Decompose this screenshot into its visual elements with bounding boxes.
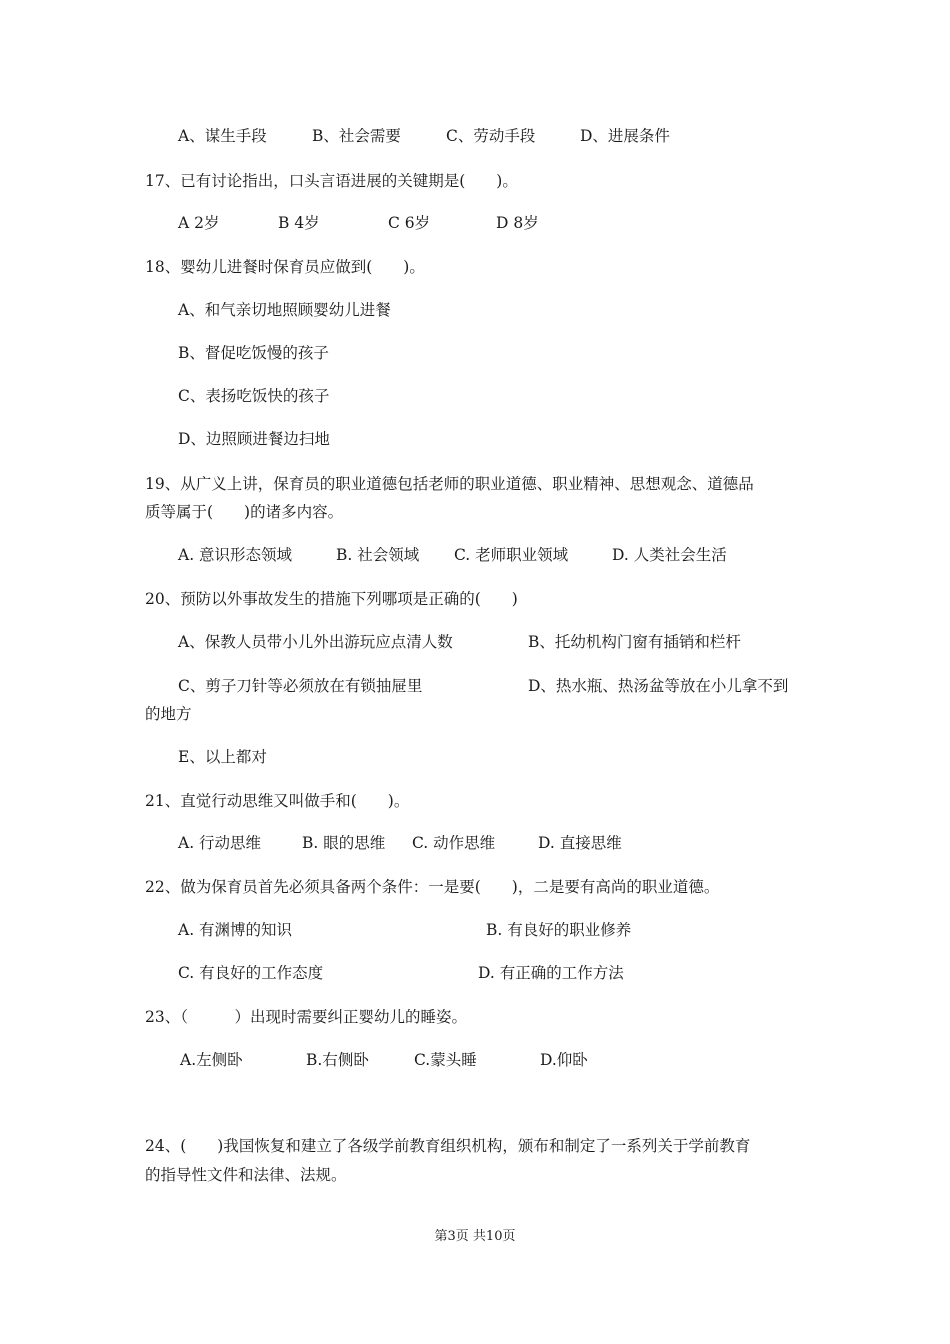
option-text: C. 动作思维 — [412, 834, 496, 852]
option-text: A、保教人员带小儿外出游玩应点清人数 — [178, 633, 453, 651]
question-continuation: 的指导性文件和法律、法规。 — [145, 1166, 347, 1184]
question-text: 18、婴幼儿进餐时保育员应做到( )。 — [145, 258, 425, 276]
page-footer: 第3页 共10页 — [434, 1229, 516, 1244]
option-text: B. 有良好的职业修养 — [486, 921, 632, 939]
question-continuation: 的地方 — [145, 705, 192, 723]
option-text: D. 直接思维 — [538, 834, 622, 852]
option-text: D、热水瓶、热汤盆等放在小儿拿不到 — [528, 677, 789, 695]
option-text: D. 有正确的工作方法 — [478, 964, 624, 982]
option-text: C 6岁 — [388, 214, 431, 232]
option-text: A.左侧卧 — [180, 1051, 243, 1069]
question-continuation: 质等属于( )的诸多内容。 — [145, 503, 344, 521]
option-text: A、谋生手段 — [178, 127, 267, 145]
option-text: C、表扬吃饭快的孩子 — [178, 387, 330, 405]
option-text: A. 有渊博的知识 — [178, 921, 293, 939]
option-text: B.右侧卧 — [306, 1051, 369, 1069]
option-text: B、督促吃饭慢的孩子 — [178, 344, 329, 362]
option-text: B 4岁 — [278, 214, 320, 232]
question-text: 20、预防以外事故发生的措施下列哪项是正确的( ) — [145, 590, 518, 608]
question-text: 21、直觉行动思维又叫做手和( )。 — [145, 792, 410, 810]
option-text: A. 意识形态领域 — [178, 546, 293, 564]
option-text: C. 有良好的工作态度 — [178, 964, 324, 982]
option-text: D 8岁 — [496, 214, 539, 232]
option-text: E、以上都对 — [178, 748, 267, 766]
question-text: 22、做为保育员首先必须具备两个条件：一是要( )，二是要有高尚的职业道德。 — [145, 878, 720, 896]
question-text: 17、已有讨论指出，口头言语进展的关键期是( )。 — [145, 172, 518, 190]
question-text: 24、( )我国恢复和建立了各级学前教育组织机构，颁布和制定了一系列关于学前教育 — [145, 1137, 751, 1155]
question-text: 23、（ ）出现时需要纠正婴幼儿的睡姿。 — [145, 1008, 467, 1026]
option-text: C、劳动手段 — [446, 127, 536, 145]
option-text: A、和气亲切地照顾婴幼儿进餐 — [178, 301, 391, 319]
option-text: D.仰卧 — [540, 1051, 588, 1069]
option-text: B. 眼的思维 — [302, 834, 386, 852]
option-text: B、社会需要 — [312, 127, 401, 145]
option-text: D、边照顾进餐边扫地 — [178, 430, 330, 448]
option-text: C.蒙头睡 — [414, 1051, 477, 1069]
option-text: B. 社会领域 — [336, 546, 420, 564]
option-text: D、进展条件 — [580, 127, 670, 145]
option-text: A 2岁 — [178, 214, 220, 232]
option-text: B、托幼机构门窗有插销和栏杆 — [528, 633, 741, 651]
option-text: C、剪子刀针等必须放在有锁抽屉里 — [178, 677, 423, 695]
option-text: D. 人类社会生活 — [612, 546, 727, 564]
question-text: 19、从广义上讲，保育员的职业道德包括老师的职业道德、职业精神、思想观念、道德品 — [145, 475, 754, 493]
option-text: C. 老师职业领域 — [454, 546, 569, 564]
option-text: A. 行动思维 — [178, 834, 262, 852]
